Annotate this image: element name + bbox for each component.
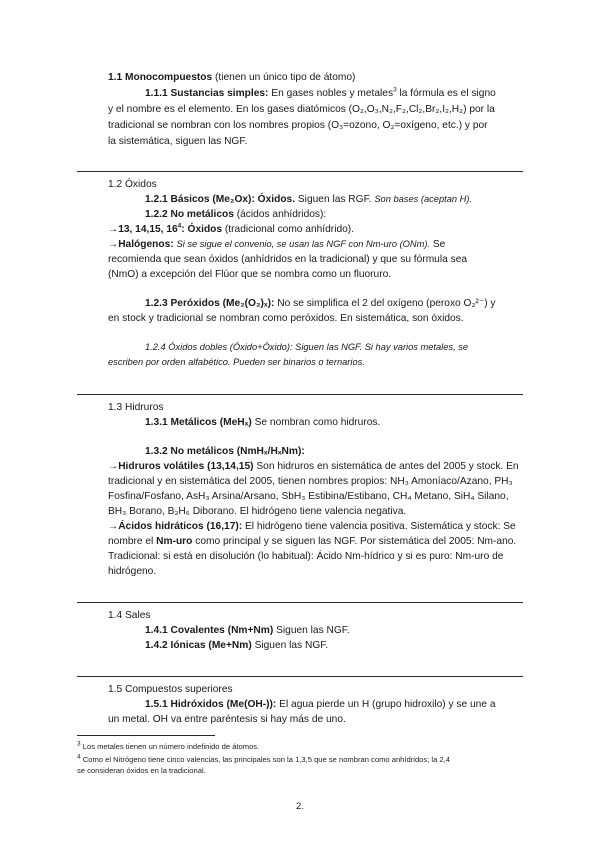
section-divider (77, 602, 523, 603)
section-1-4-2-line: 1.4.2 Iónicas (Me+Nm) Siguen las NGF. (145, 640, 329, 651)
section-divider (77, 171, 523, 172)
volatile-hydrides-line: →Hidruros volátiles (13,14,15) Son hidruros en sistemática de antes del 2005 y stock. En (108, 461, 519, 472)
paragraph-line: y el nombre es el elemento. En los gases diatómicos (O₂,O₃,N₂,F₂,Cl₂,Br₂,I₂,H₂) por la (108, 104, 495, 115)
paragraph-line: recomienda que sean óxidos (anhídridos en la tradicional) y que su fórmula sea (108, 254, 468, 265)
section-1-2-4-line: 1.2.4 Óxidos dobles (Óxido+Óxido): Siguen las NGF. Si hay varios metales, se (145, 342, 469, 352)
section-1-2-2-line: 1.2.2 No metálicos (ácidos anhídridos): (145, 209, 327, 220)
section-1-3-1-line: 1.3.1 Metálicos (MeHₓ) Se nombran como hidruros. (145, 417, 381, 428)
section-1-3-heading: 1.3 Hidruros (108, 402, 164, 413)
footnote-4-continued: se consideran óxidos en la tradicional. (77, 766, 206, 775)
hydric-acids-line: →Ácidos hidráticos (16,17): El hidrógeno tiene valencia positiva. Sistemática y stock: Se (108, 521, 516, 532)
paragraph-line: hidrógeno. (108, 566, 157, 577)
paragraph-line: escriben por orden alfabético. Pueden ser binarios o ternarios. (108, 357, 365, 367)
section-1-5-1-line: 1.5.1 Hidróxidos (Me(OH-)): El agua pierde un H (grupo hidroxilo) y se une a (145, 699, 496, 710)
paragraph-line: (NmO) a excepción del Flúor que se nombra como un fluoruro. (108, 269, 392, 280)
paragraph-line: BH₃ Borano, B₂H₆ Diborano. El hidrógeno tiene valencia negativa. (108, 506, 407, 517)
section-divider (77, 394, 523, 395)
group-13-16-line: →13, 14,15, $16^4$: Óxidos (tradicional como anhídrido). (108, 222, 355, 235)
paragraph-line: Tradicional: si está en disolución (lo habitual): Ácido Nm-hídrico y si es puro: Nm-uro de (108, 551, 504, 562)
section-1-3-2-line: 1.3.2 No metálicos (NmHₓ/HₓNm): (145, 446, 305, 457)
page-number: 2. (296, 801, 304, 812)
paragraph-line: un metal. OH va entre paréntesis si hay más de uno. (108, 714, 346, 725)
section-1-2-heading: 1.2 Óxidos (108, 179, 157, 190)
halogens-line: →Halógenos: Si se sigue el convenio, se usan las NGF con Nm-uro (ONm). Se (108, 239, 446, 250)
paragraph-line: tradicional y en sistemática del 2005, tienen nombres propios: NH₃ Amoníaco/Azano, PH₃ (108, 476, 513, 487)
paragraph-line: en stock y tradicional se nombran como peróxidos. En sistemática, son óxidos. (108, 313, 464, 324)
paragraph-line: nombre el Nm-uro como principal y se siguen las NGF. Por sistemática del 2005: Nm-ano. (108, 536, 517, 547)
section-1-5-heading: 1.5 Compuestos superiores (108, 684, 233, 695)
paragraph-line: Fosfina/Fosfano, AsH₃ Arsina/Arsano, SbH₃ Estibina/Estibano, CH₄ Metano, SiH₄ Silano, (108, 491, 509, 502)
section-1-2-1-line: 1.2.1 Básicos (Me₂Ox): Óxidos. Siguen las RGF. Son bases (aceptan H). (145, 194, 473, 205)
footnote-3: $^3$ Los metales tienen un número indefinido de átomos. (77, 740, 260, 751)
footnote-divider (77, 735, 215, 736)
section-1-4-heading: 1.4 Sales (108, 610, 151, 621)
section-1-2-3-line: 1.2.3 Peróxidos (Me₂(O₂)ₓ): No se simplifica el 2 del oxígeno (peroxo O₂²⁻) y (145, 298, 496, 309)
footnote-4: $^4$ Como el Nitrógeno tiene cinco valencias, las principales son la 1,3,5 que se nombran como anhídridos; la 2,4 (77, 753, 450, 764)
section-1-1-heading: 1.1 Monocompuestos (tienen un único tipo de átomo) (108, 72, 356, 83)
section-1-4-1-line: 1.4.1 Covalentes (Nm+Nm) Siguen las NGF. (145, 625, 350, 636)
paragraph-line: la sistemática, siguen las NGF. (108, 136, 248, 147)
paragraph-line: tradicional se nombran con los nombres propios (O₃=ozono, O₂=oxígeno, etc.) y por (108, 120, 488, 131)
section-1-1-1-line: 1.1.1 Sustancias simples: En gases nobles y metales$^3$ la fórmula es el signo (145, 86, 496, 99)
section-divider (77, 676, 523, 677)
